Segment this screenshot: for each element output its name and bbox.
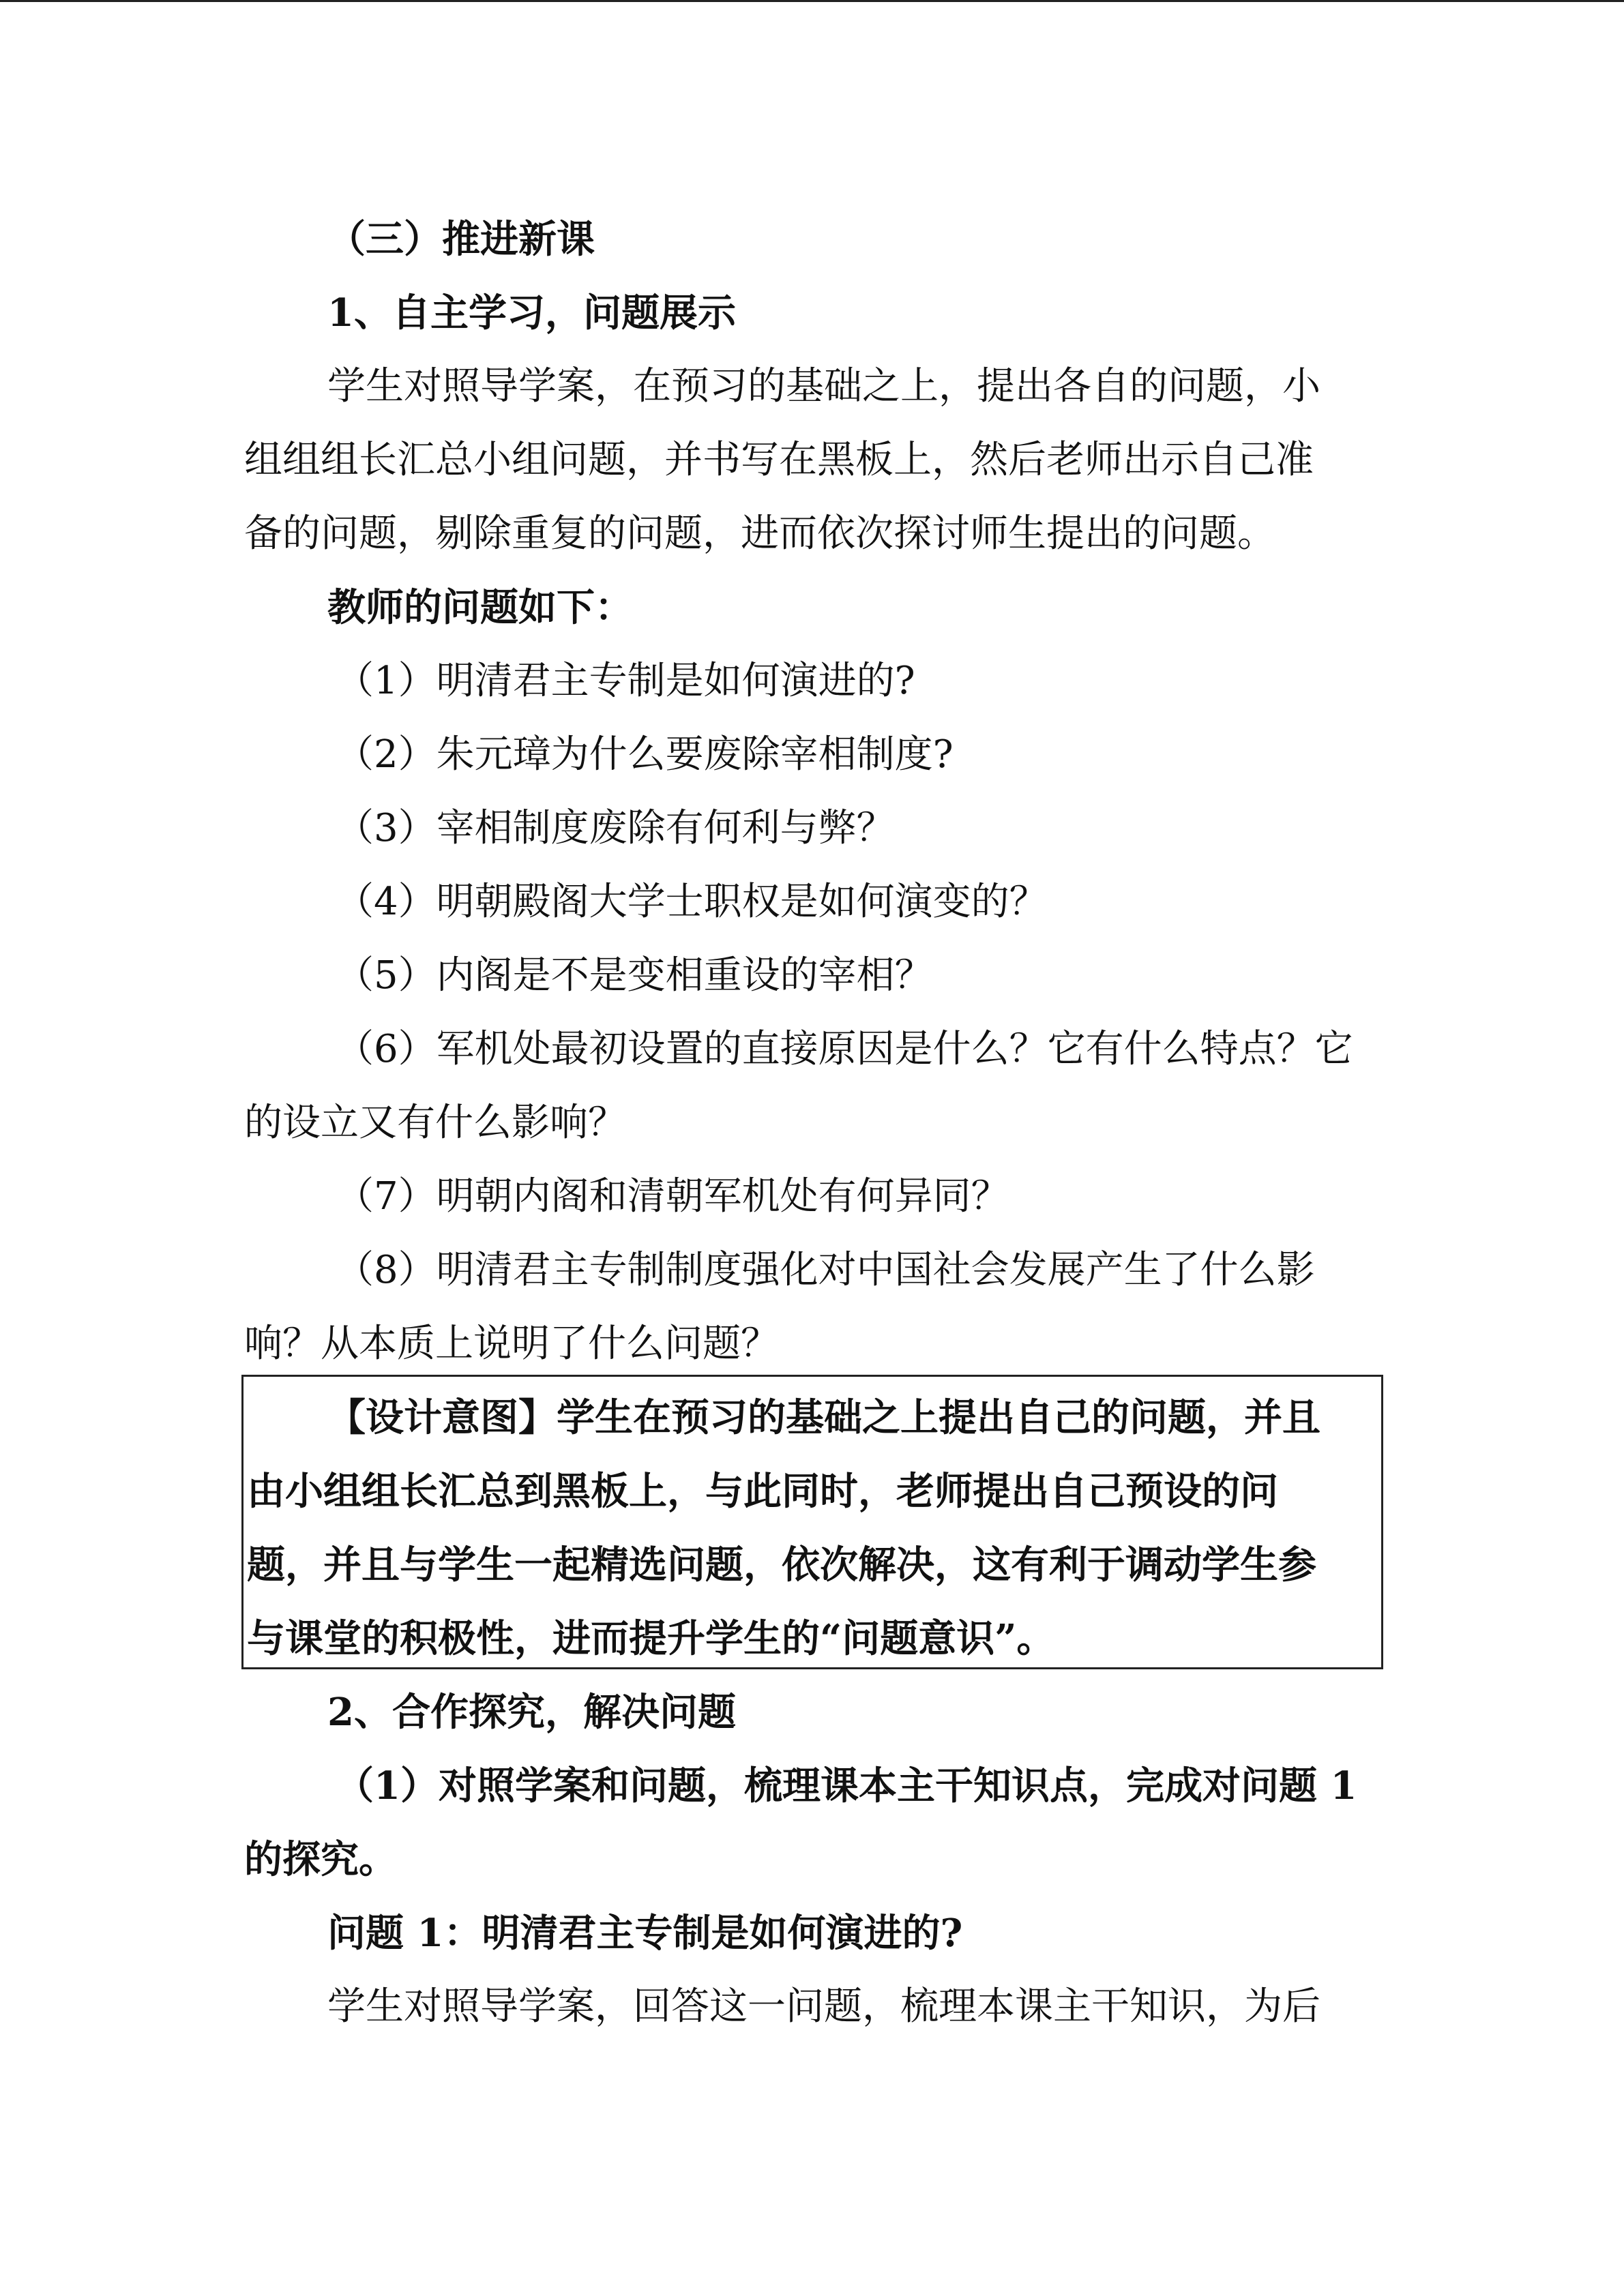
question-item: （5）内阁是不是变相重设的宰相？ [336, 953, 933, 998]
question-item: （1）明清君主专制是如何演进的? [336, 659, 915, 703]
subsection-heading-2: 2、合作探究，解决问题 [327, 1690, 736, 1735]
design-intent-line: 题，并且与学生一起精选问题，依次解决，这有利于调动学生参 [247, 1542, 1316, 1587]
step-heading-continued: 的探究。 [244, 1837, 397, 1882]
paragraph-line: 组组组长汇总小组问题，并书写在黑板上，然后老师出示自己准 [244, 438, 1314, 482]
question-item: （6）军机处最初设置的直接原因是什么？它有什么特点？它 [336, 1027, 1353, 1071]
design-intent-line: 与课堂的积极性，进而提升学生的“问题意识”。 [247, 1616, 1055, 1661]
question-item: （2）朱元璋为什么要废除宰相制度? [336, 732, 954, 777]
question-item: （3）宰相制度废除有何利与弊？ [336, 806, 895, 850]
paragraph-line: 学生对照导学案，回答这一问题，梳理本课主干知识，为后 [327, 1984, 1320, 2029]
question-item: （7）明朝内阁和清朝军机处有何异同？ [336, 1174, 1009, 1219]
step-heading: （1）对照学案和问题，梳理课本主干知识点，完成对问题 1 [336, 1763, 1357, 1808]
question-item-continued: 的设立又有什么影响？ [244, 1101, 626, 1145]
question-1-heading: 问题 1：明清君主专制是如何演进的? [327, 1911, 963, 1956]
question-item: （4）明朝殿阁大学士职权是如何演变的？ [336, 880, 1048, 924]
page-top-border [0, 0, 1624, 2]
section-heading: （三）推进新课 [327, 217, 595, 262]
question-item: （8）明清君主专制制度强化对中国社会发展产生了什么影 [336, 1248, 1315, 1292]
question-item-continued: 响？从本质上说明了什么问题？ [244, 1322, 779, 1366]
paragraph-line: 学生对照导学案，在预习的基础之上，提出各自的问题，小 [327, 364, 1320, 408]
design-intent-line: 【设计意图】学生在预习的基础之上提出自己的问题，并且 [327, 1395, 1320, 1440]
design-intent-line: 由小组组长汇总到黑板上，与此同时，老师提出自己预设的问 [247, 1469, 1278, 1514]
questions-heading: 教师的问题如下： [327, 585, 633, 630]
paragraph-line: 备的问题，剔除重复的问题，进而依次探讨师生提出的问题。 [244, 511, 1275, 556]
subsection-heading-1: 1、自主学习，问题展示 [327, 290, 736, 336]
